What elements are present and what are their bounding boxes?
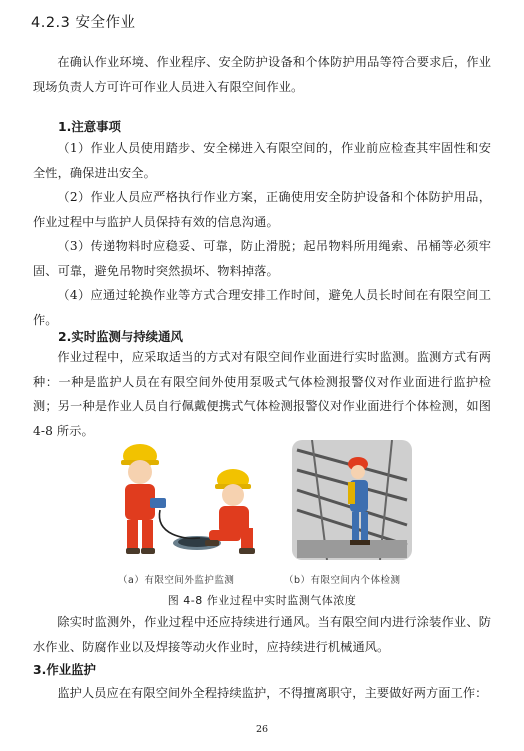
precaution-item-2: （2）作业人员应严格执行作业方案，正确使用安全防护设备和个体防护用品，作业过程中与监护人员保持有效的信息沟通。 xyxy=(33,190,491,229)
figure-caption-a: （a）有限空间外监护监测 xyxy=(118,575,235,586)
precaution-item-3: （3）传递物料时应稳妥、可靠，防止滑脱；起吊物料所用绳索、吊桶等必须牢固、可靠，避免吊物时突然损坏、物料掉落。 xyxy=(33,239,491,278)
precaution-item-4: （4）应通过轮换作业等方式合理安排工作时间，避免人员长时间在有限空间工作。 xyxy=(33,288,491,327)
figure-inside-monitoring-illustration xyxy=(292,440,412,560)
heading-monitoring: 2.实时监测与持续通风 xyxy=(58,329,183,344)
heading-supervision: 3.作业监护 xyxy=(33,662,96,677)
figure-caption-b: （b）有限空间内个体检测 xyxy=(284,575,401,586)
supervision-paragraph: 监护人员应在有限空间外全程持续监护，不得擅离职守，主要做好两方面工作： xyxy=(57,686,488,700)
figure-title: 图 4-8 作业过程中实时监测气体浓度 xyxy=(167,594,357,607)
section-title: 4.2.3 安全作业 xyxy=(31,15,136,31)
figure-outside-monitoring-illustration xyxy=(105,440,275,560)
ventilation-paragraph: 除实时监测外，作业过程中还应持续进行通风。当有限空间内进行涂装作业、防水作业、防腐作业以及焊接等动火作业时，应持续进行机械通风。 xyxy=(33,615,491,654)
intro-paragraph: 在确认作业环境、作业程序、安全防护设备和个体防护用品等符合要求后，作业现场负责人方可许可作业人员进入有限空间作业。 xyxy=(33,55,491,94)
heading-precautions: 1.注意事项 xyxy=(58,119,121,134)
page-number: 26 xyxy=(255,724,269,735)
precaution-item-1: （1）作业人员使用踏步、安全梯进入有限空间的，作业前应检查其牢固性和安全性，确保进出安全。 xyxy=(33,141,491,180)
monitoring-paragraph: 作业过程中，应采取适当的方式对有限空间作业面进行实时监测。监测方式有两种：一种是监护人员在有限空间外使用泵吸式气体检测报警仪对作业面进行监护检测；另一种是作业人员自行佩戴便携式气体检测报警仪对作业面进行个体检测，如图 4-8 所示。 xyxy=(33,350,491,438)
